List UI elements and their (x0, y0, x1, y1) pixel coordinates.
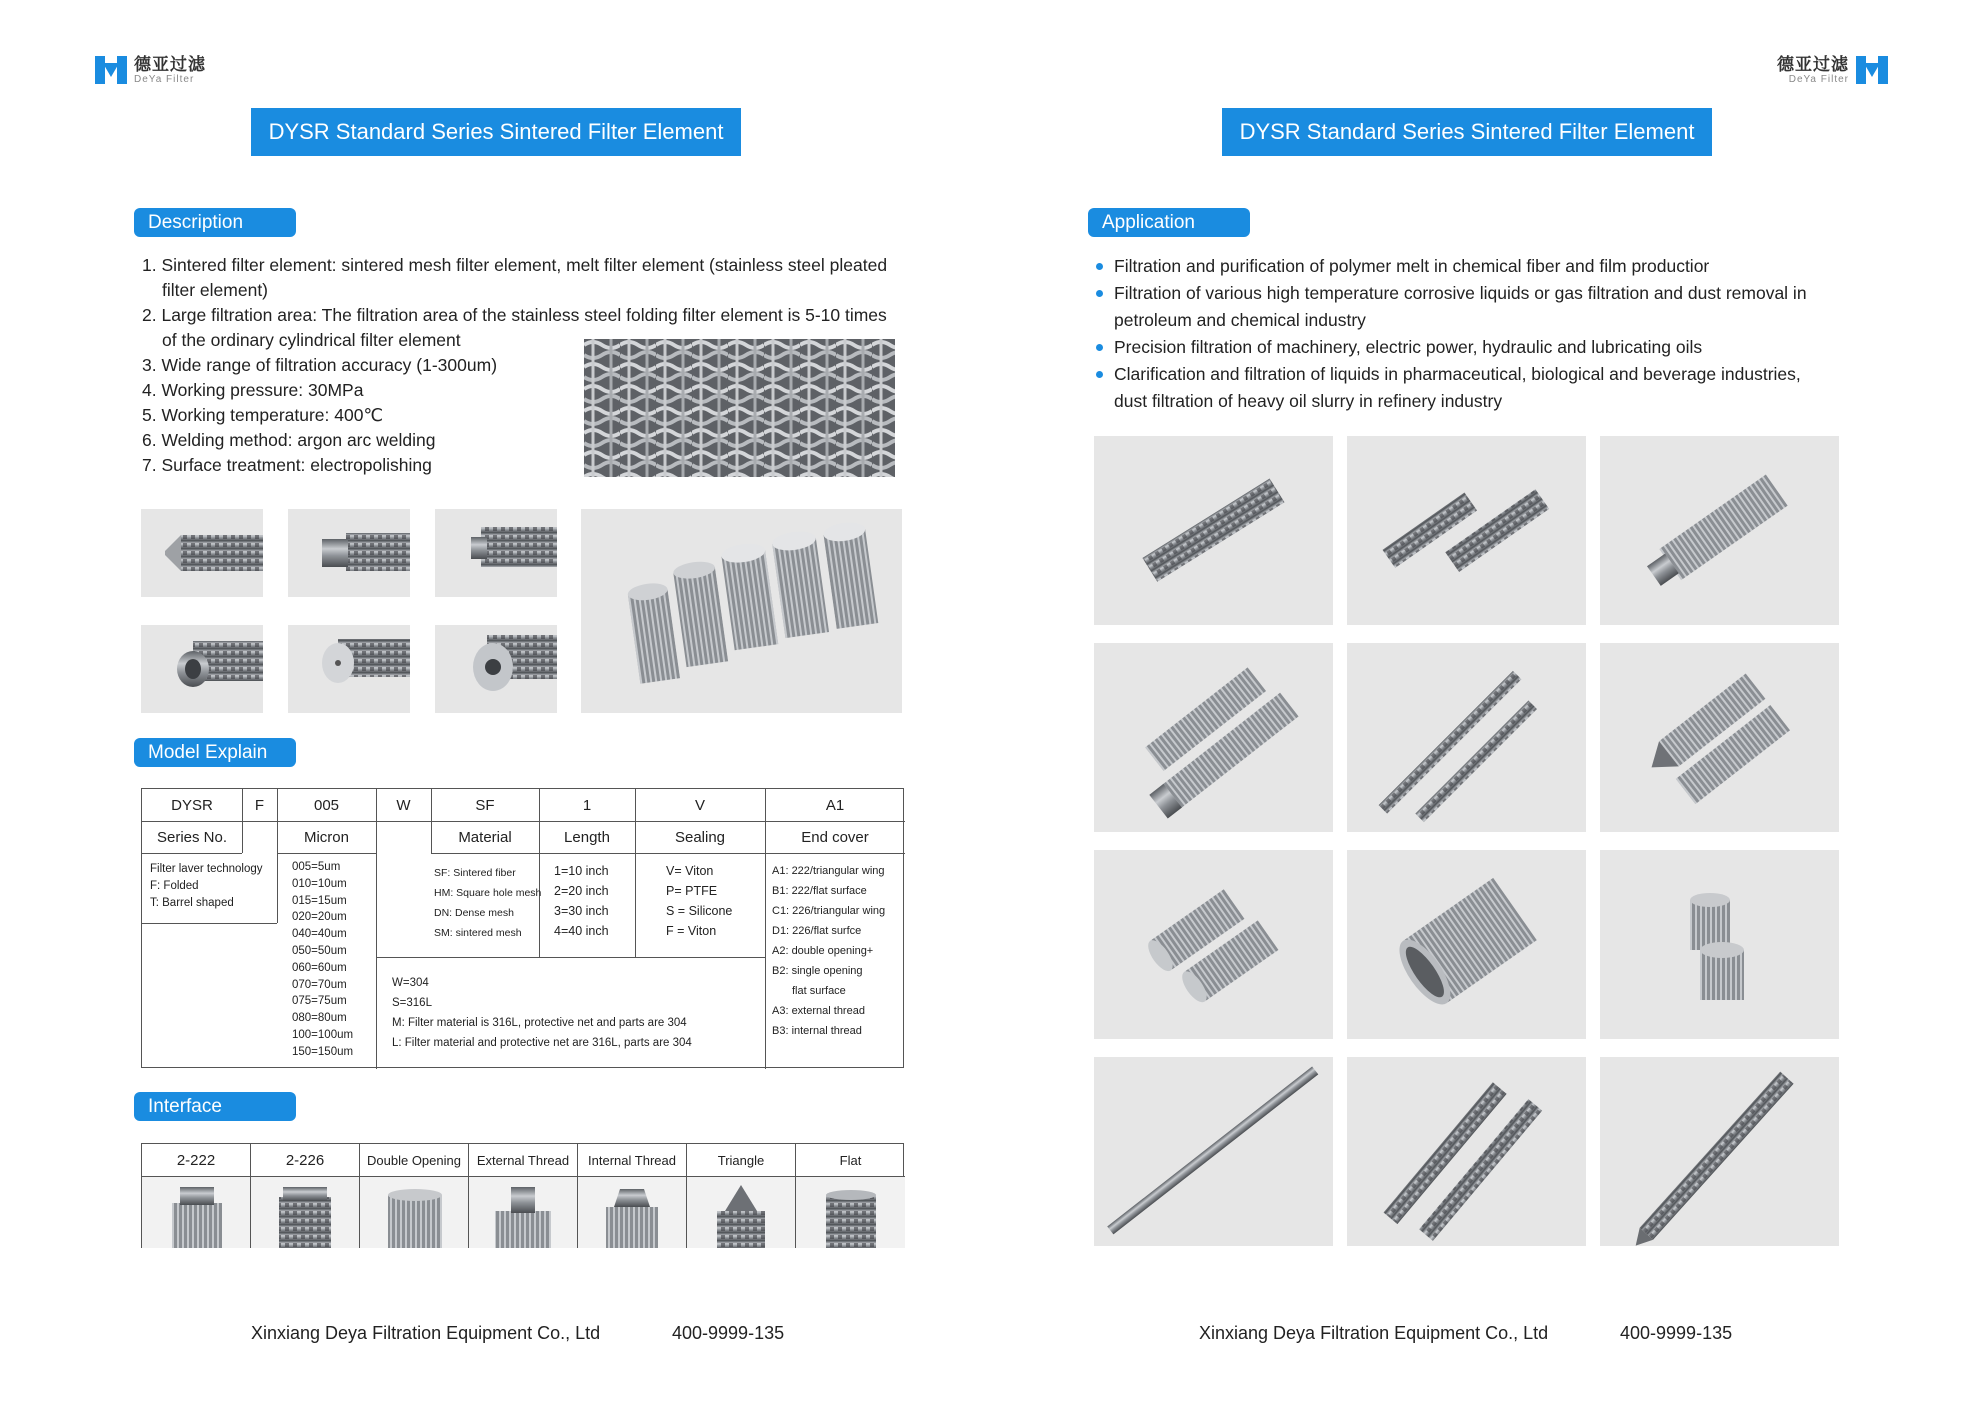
gallery-photo (1600, 850, 1839, 1039)
interface-col: External Thread (469, 1144, 578, 1176)
w-material-notes: W=304 S=316L M: Filter material is 316L, protective net and parts are 304 L: Filter material and protective net are 316L, parts are 304 (392, 977, 692, 1049)
interface-photo-flat (796, 1176, 905, 1248)
gallery-photo (1347, 1057, 1586, 1246)
footer-company-right: Xinxiang Deya Filtration Equipment Co., Ltd (1199, 1323, 1549, 1343)
sealing-list: V= Viton P= PTFE S = Silicone F = Viton (666, 864, 733, 938)
application-item: Precision filtration of machinery, electric power, hydraulic and lubricating oils (1090, 334, 1860, 361)
interface-photo-226 (251, 1176, 360, 1248)
interface-photo-external-thread (469, 1176, 578, 1248)
gallery-photo (1094, 643, 1333, 832)
interface-col: Flat (839, 1152, 862, 1168)
interface-heading: Interface (134, 1092, 296, 1121)
description-item: 6. Welding method: argon arc welding (142, 430, 436, 450)
gallery-photo (1347, 643, 1586, 832)
label-micron: Micron (303, 828, 349, 846)
gallery-photo (1094, 436, 1333, 625)
interface-table (141, 1143, 904, 1248)
brand-name-cn: 德亚过滤 (134, 54, 206, 74)
description-heading: Description (134, 208, 296, 237)
description-item: 1. Sintered filter element: sintered mesh filter element, melt filter element (stainless steel pleated filter element) (142, 255, 888, 300)
description-item: 2. Large filtration area: The filtration area of the stainless steel folding filter element is 5-10 times of the ordinary cylindrical filter element (142, 305, 887, 350)
product-photo-flat-end (288, 509, 410, 597)
model-explain-table (141, 788, 904, 1068)
description-item: 3. Wide range of filtration accuracy (1-300um) (142, 355, 498, 375)
right-page-title: DYSR Standard Series Sintered Filter Element (1222, 108, 1712, 156)
interface-photo-222 (142, 1176, 251, 1248)
application-item: Filtration and purification of polymer melt in chemical fiber and film productior (1090, 253, 1860, 280)
gallery-photo (1600, 643, 1839, 832)
code-series: DYSR (171, 796, 213, 814)
gallery-photo (1094, 1057, 1333, 1246)
brand-name-en: DeYa Filter (1788, 73, 1849, 85)
product-photo-wing-end (435, 509, 557, 597)
material-list: SF: Sintered fiber HM: Square hole mesh DN: Dense mesh SM: sintered mesh (434, 867, 542, 939)
model-explain-heading: Model Explain (134, 738, 296, 767)
brand-logo-left (94, 55, 206, 85)
code-micron: 005 (313, 796, 340, 814)
gallery-photo (1600, 436, 1839, 625)
micron-list: 005=5um 010=10um 015=15um 020=20um 040=40um 050=50um 060=60um 070=70um 075=75um 080=80um 100=100um 150=150um (292, 861, 354, 1058)
gallery-photo (1094, 850, 1333, 1039)
product-photo-thread-end (435, 625, 557, 713)
deya-logo-icon (94, 55, 128, 85)
application-heading: Application (1088, 208, 1250, 237)
gallery-photo (1347, 850, 1586, 1039)
label-length: Length (564, 828, 610, 846)
deya-logo-icon (1855, 55, 1889, 85)
gallery-photo (1600, 1057, 1839, 1246)
footer-company-left: Xinxiang Deya Filtration Equipment Co., Ltd (251, 1323, 601, 1343)
code-type: F (254, 796, 265, 814)
code-end-cover: A1 (825, 796, 845, 814)
label-end-cover: End cover (801, 828, 869, 846)
brand-name-cn: 德亚过滤 (1777, 54, 1849, 74)
footer-phone-right: 400-9999-135 (1620, 1323, 1733, 1343)
sintered-mesh-photo (584, 339, 895, 477)
code-w: W (396, 796, 411, 814)
interface-col: 2-222 (142, 1144, 251, 1176)
product-photo-open-end (141, 625, 263, 713)
brand-name-en: DeYa Filter (134, 73, 195, 85)
description-item: 7. Surface treatment: electropolishing (142, 455, 432, 475)
product-photo-cone-end (141, 509, 263, 597)
brand-logo-right (1777, 55, 1889, 85)
length-list: 1=10 inch 2=20 inch 3=30 inch 4=40 inch (554, 864, 609, 938)
footer-phone-left: 400-9999-135 (672, 1323, 785, 1343)
product-gallery (1094, 436, 1839, 1248)
end-cover-list: A1: 222/triangular wing B1: 222/flat surface C1: 226/triangular wing D1: 226/flat surfce A2: double opening+ B2: single opening flat surface A3: external thread B3: internal thread (772, 865, 886, 1037)
product-photo-group (581, 509, 902, 713)
interface-col: Triangle (687, 1144, 796, 1176)
series-notes: Filter laver technology F: Folded T: Barrel shaped (150, 863, 263, 909)
description-item: 5. Working temperature: 400℃ (142, 405, 384, 425)
code-length: 1 (582, 796, 592, 814)
label-material: Material (458, 828, 512, 846)
product-photo-cap-end (288, 625, 410, 713)
application-list (1090, 253, 1860, 415)
label-sealing: Sealing (674, 828, 726, 846)
interface-col: Internal Thread (578, 1144, 687, 1176)
code-material: SF (475, 796, 495, 814)
application-item: Filtration of various high temperature corrosive liquids or gas filtration and dust removal in petroleum and chemical industry (1090, 280, 1860, 334)
interface-photo-double-opening (360, 1176, 469, 1248)
code-sealing: V (694, 796, 705, 814)
gallery-photo (1347, 436, 1586, 625)
interface-col: Double Opening (360, 1144, 469, 1176)
left-page-title: DYSR Standard Series Sintered Filter Element (251, 108, 741, 156)
application-item: Clarification and filtration of liquids in pharmaceutical, biological and beverage industries, dust filtration of heavy oil slurry in refinery industry (1090, 361, 1830, 415)
interface-photo-internal-thread (578, 1176, 687, 1248)
label-series: Series No. (156, 828, 228, 846)
interface-photo-triangle (687, 1176, 796, 1248)
interface-col: 2-226 (251, 1144, 360, 1176)
description-item: 4. Working pressure: 30MPa (142, 380, 364, 400)
